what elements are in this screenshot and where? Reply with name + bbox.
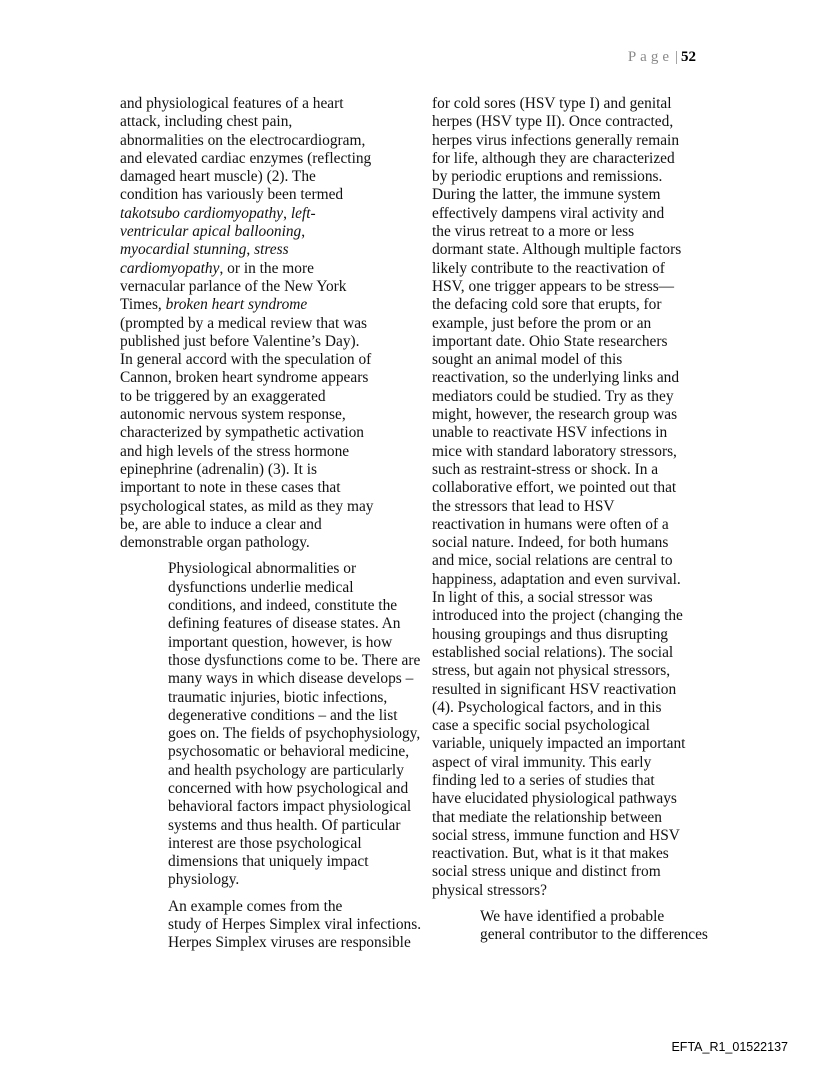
text-segment: to be triggered by an exaggerated <box>120 387 326 405</box>
text-segment: established social relations). The social <box>432 643 674 661</box>
text-segment: dimensions that uniquely impact <box>168 853 369 871</box>
text-segment: stress, but again not physical stressors, <box>432 662 671 680</box>
text-line <box>432 882 708 900</box>
text-line <box>432 168 708 186</box>
text-segment: herpes virus infections generally remain <box>432 131 680 149</box>
text-segment: aspect of viral immunity. This early <box>432 753 652 771</box>
text-line <box>432 205 708 223</box>
text-line <box>120 150 390 168</box>
text-segment: such as restraint-stress or shock. In a <box>432 460 659 478</box>
text-line <box>432 662 708 680</box>
text-line <box>432 241 708 259</box>
text-line <box>432 333 708 351</box>
text-line <box>120 132 390 150</box>
text-segment: In general accord with the speculation of <box>120 351 372 369</box>
text-segment: goes on. The fields of psychophysiology, <box>168 725 421 743</box>
text-line <box>432 772 708 790</box>
text-segment: for life, although they are characterized <box>432 149 675 167</box>
paragraph <box>120 95 390 552</box>
text-segment: resulted in significant HSV reactivation <box>432 680 677 698</box>
text-segment: herpes (HSV type II). Once contracted, <box>432 113 674 131</box>
text-segment: Cannon, broken heart syndrome appears <box>120 369 369 387</box>
text-segment: those dysfunctions come to be. There are <box>168 651 421 669</box>
text-segment: dormant state. Although multiple factors <box>432 241 682 259</box>
text-line <box>432 388 708 406</box>
text-segment: many ways in which disease develops – <box>168 670 414 688</box>
text-line <box>432 516 708 534</box>
document-id: EFTA_R1_01522137 <box>671 1040 788 1054</box>
text-line <box>120 633 393 652</box>
text-line <box>120 853 390 871</box>
text-segment: have elucidated physiological pathways <box>432 790 677 808</box>
text-segment: behavioral factors impact physiological <box>168 798 412 816</box>
text-line <box>120 315 390 333</box>
text-line <box>120 934 411 952</box>
paragraph <box>120 560 421 889</box>
text-segment: psychosomatic or behavioral medicine, <box>168 743 410 761</box>
text-segment: effectively dampens viral activity and <box>432 204 665 222</box>
text-segment: condition has variously been termed <box>120 186 344 204</box>
text-line <box>120 516 390 534</box>
text-line <box>432 754 708 772</box>
text-line <box>432 607 708 625</box>
text-line <box>120 443 390 461</box>
text-line <box>120 779 409 798</box>
text-segment: collaborative effort, we pointed out that <box>432 479 677 497</box>
text-segment: vernacular parlance of the New York <box>120 277 347 295</box>
text-segment: HSV, one trigger appears to be stress— <box>432 277 675 295</box>
text-line <box>120 296 390 314</box>
text-segment: characterized by sympathetic activation <box>120 424 364 442</box>
text-segment: and mice, social relations are central to <box>432 552 673 570</box>
text-line <box>120 498 390 516</box>
text-segment: , <box>246 241 255 259</box>
text-segment: concerned with how psychological and <box>168 779 409 797</box>
text-line <box>432 406 708 424</box>
text-segment: epinephrine (adrenalin) (3). It is <box>120 460 318 478</box>
text-line <box>432 571 708 589</box>
text-line <box>120 424 390 442</box>
text-line <box>432 113 708 131</box>
page-separator: | <box>674 49 678 65</box>
text-line <box>120 479 390 497</box>
text-segment: , <box>283 204 291 222</box>
text-line <box>432 863 708 881</box>
text-segment: Herpes Simplex viruses are responsible <box>168 934 411 952</box>
text-line <box>432 534 708 552</box>
text-line <box>120 369 390 387</box>
paragraph <box>432 95 708 900</box>
text-segment: finding led to a series of studies that <box>432 771 655 789</box>
text-segment: housing groupings and thus disrupting <box>432 625 668 643</box>
text-line <box>432 369 708 387</box>
text-segment: social stress unique and distinct from <box>432 863 661 881</box>
text-segment: for cold sores (HSV type I) and genital <box>432 95 672 112</box>
text-segment: psychological states, as mild as they may <box>120 497 374 515</box>
text-segment: autonomic nervous system response, <box>120 406 346 424</box>
text-line <box>432 443 708 461</box>
text-segment: attack, including chest pain, <box>120 113 293 131</box>
page-label: Page <box>627 49 673 65</box>
text-segment: mice with standard laboratory stressors, <box>432 442 677 460</box>
text-segment: interest are those psychological <box>168 834 362 852</box>
text-segment: In light of this, a social stressor was <box>432 589 653 607</box>
text-segment: important date. Ohio State researchers <box>432 332 668 350</box>
text-segment: general contributor to the differences <box>480 926 708 944</box>
text-line <box>120 916 422 934</box>
text-segment: study of Herpes Simplex viral infections. <box>168 916 422 934</box>
text-line <box>120 871 390 889</box>
italic-term: left- <box>290 204 316 222</box>
text-line <box>432 790 708 808</box>
text-line <box>432 845 708 863</box>
text-segment: published just before Valentine’s Day). <box>120 332 360 350</box>
text-segment: introduced into the project (changing the <box>432 607 683 625</box>
text-line <box>120 761 404 780</box>
text-segment: important to note in these cases that <box>120 479 341 497</box>
text-line <box>432 735 708 753</box>
text-segment: case a specific social psychological <box>432 717 650 735</box>
text-line <box>120 205 390 223</box>
text-line <box>432 552 708 570</box>
text-line <box>120 725 421 743</box>
text-segment: social nature. Indeed, for both humans <box>432 534 669 552</box>
text-line <box>432 296 708 314</box>
text-line <box>432 150 708 168</box>
text-line <box>432 498 708 516</box>
text-line <box>120 579 390 597</box>
text-line <box>120 333 390 351</box>
text-segment: An example comes from the <box>168 897 343 915</box>
text-line <box>120 388 390 406</box>
italic-term: myocardial stunning <box>120 241 247 259</box>
text-segment: reactivation in humans were often of a <box>432 515 669 533</box>
text-line <box>432 589 708 607</box>
text-segment: conditions, and indeed, constitute the <box>168 597 398 615</box>
text-segment: and physiological features of a heart <box>120 95 344 112</box>
paragraph <box>432 908 708 945</box>
text-segment: abnormalities on the electrocardiogram, <box>120 131 366 149</box>
italic-term: takotsubo cardiomyopathy <box>120 204 284 222</box>
text-segment: the virus retreat to a more or less <box>432 223 635 241</box>
text-segment: reactivation, so the underlying links and <box>432 369 680 387</box>
text-line <box>432 260 708 278</box>
text-line <box>120 113 390 131</box>
text-line <box>432 827 708 845</box>
text-line <box>120 651 421 670</box>
text-line <box>120 798 412 816</box>
page-header <box>628 47 696 67</box>
text-segment: the stressors that lead to HSV <box>432 497 615 515</box>
text-segment: , or in the more <box>219 259 314 277</box>
text-line <box>432 681 708 699</box>
text-line <box>120 706 398 725</box>
text-line <box>120 241 390 259</box>
italic-term: broken heart syndrome <box>165 296 308 314</box>
text-segment: traumatic injuries, biotic infections, <box>168 688 388 706</box>
text-line <box>120 534 390 552</box>
text-segment: , <box>301 223 306 241</box>
text-line <box>432 315 708 333</box>
text-line <box>432 424 708 442</box>
text-segment: During the latter, the immune system <box>432 186 661 204</box>
text-segment: that mediate the relationship between <box>432 808 662 826</box>
text-segment: Physiological abnormalities or <box>168 560 357 578</box>
text-segment: physical stressors? <box>432 881 547 899</box>
text-line <box>432 186 708 204</box>
text-segment: (4). Psychological factors, and in this <box>432 698 662 716</box>
text-line <box>432 926 708 944</box>
text-line <box>432 626 708 644</box>
italic-term: ventricular apical ballooning <box>120 223 302 241</box>
text-line <box>432 717 708 735</box>
text-segment: Times, <box>120 296 166 314</box>
text-line <box>120 597 398 615</box>
text-segment: defining features of disease states. An <box>168 615 401 633</box>
text-line <box>432 461 708 479</box>
text-segment: reactivation. But, what is it that makes <box>432 845 669 863</box>
text-line <box>432 132 708 150</box>
text-segment: variable, uniquely impacted an important <box>432 735 686 753</box>
text-segment: be, are able to induce a clear and <box>120 515 322 533</box>
text-segment: social stress, immune function and HSV <box>432 826 680 844</box>
text-line <box>120 186 390 204</box>
right-column <box>432 95 708 945</box>
text-segment: likely contribute to the reactivation of <box>432 259 665 277</box>
text-line <box>432 278 708 296</box>
text-segment: We have identified a probable <box>480 908 665 926</box>
text-line <box>120 351 390 369</box>
text-segment: mediators could be studied. Try as they <box>432 387 674 405</box>
text-line <box>432 908 708 926</box>
text-line <box>120 689 390 707</box>
text-line <box>120 223 390 241</box>
italic-term: stress <box>254 241 289 259</box>
text-segment: important question, however, is how <box>168 633 393 651</box>
text-segment: and health psychology are particularly <box>168 761 404 779</box>
text-segment: demonstrable organ pathology. <box>120 534 310 552</box>
text-segment: dysfunctions underlie medical <box>168 578 354 596</box>
text-segment: by periodic eruptions and remissions. <box>432 168 663 186</box>
text-line <box>120 560 390 578</box>
text-line <box>120 615 401 633</box>
text-segment: unable to reactivate HSV infections in <box>432 424 668 442</box>
text-line <box>120 260 390 278</box>
text-segment: physiology. <box>168 871 240 889</box>
text-line <box>120 95 390 113</box>
text-segment: (prompted by a medical review that was <box>120 314 368 332</box>
text-line <box>120 743 410 761</box>
text-line <box>120 670 414 688</box>
text-line <box>120 898 390 916</box>
text-line <box>120 816 401 835</box>
text-line <box>432 699 708 717</box>
text-segment: example, just before the prom or an <box>432 314 652 332</box>
text-segment: systems and thus health. Of particular <box>168 816 401 834</box>
page-number: 52 <box>681 49 696 65</box>
text-segment: and high levels of the stress hormone <box>120 442 350 460</box>
text-segment: sought an animal model of this <box>432 351 623 369</box>
text-line <box>432 351 708 369</box>
text-line <box>120 461 390 479</box>
text-line <box>432 95 708 113</box>
text-line <box>120 835 390 853</box>
text-line <box>432 809 708 827</box>
text-segment: degenerative conditions – and the list <box>168 706 398 724</box>
paragraph <box>120 897 422 953</box>
text-line <box>120 406 390 424</box>
text-line <box>432 223 708 241</box>
text-line <box>120 168 390 186</box>
text-line <box>120 278 390 296</box>
text-line <box>432 644 708 662</box>
text-segment: and elevated cardiac enzymes (reflecting <box>120 149 372 167</box>
text-segment: damaged heart muscle) (2). The <box>120 168 316 186</box>
text-segment: might, however, the research group was <box>432 406 678 424</box>
text-line <box>432 479 708 497</box>
italic-term: cardiomyopathy <box>120 259 220 277</box>
left-column <box>120 95 422 953</box>
text-segment: happiness, adaptation and even survival. <box>432 570 681 588</box>
text-segment: the defacing cold sore that erupts, for <box>432 296 662 314</box>
